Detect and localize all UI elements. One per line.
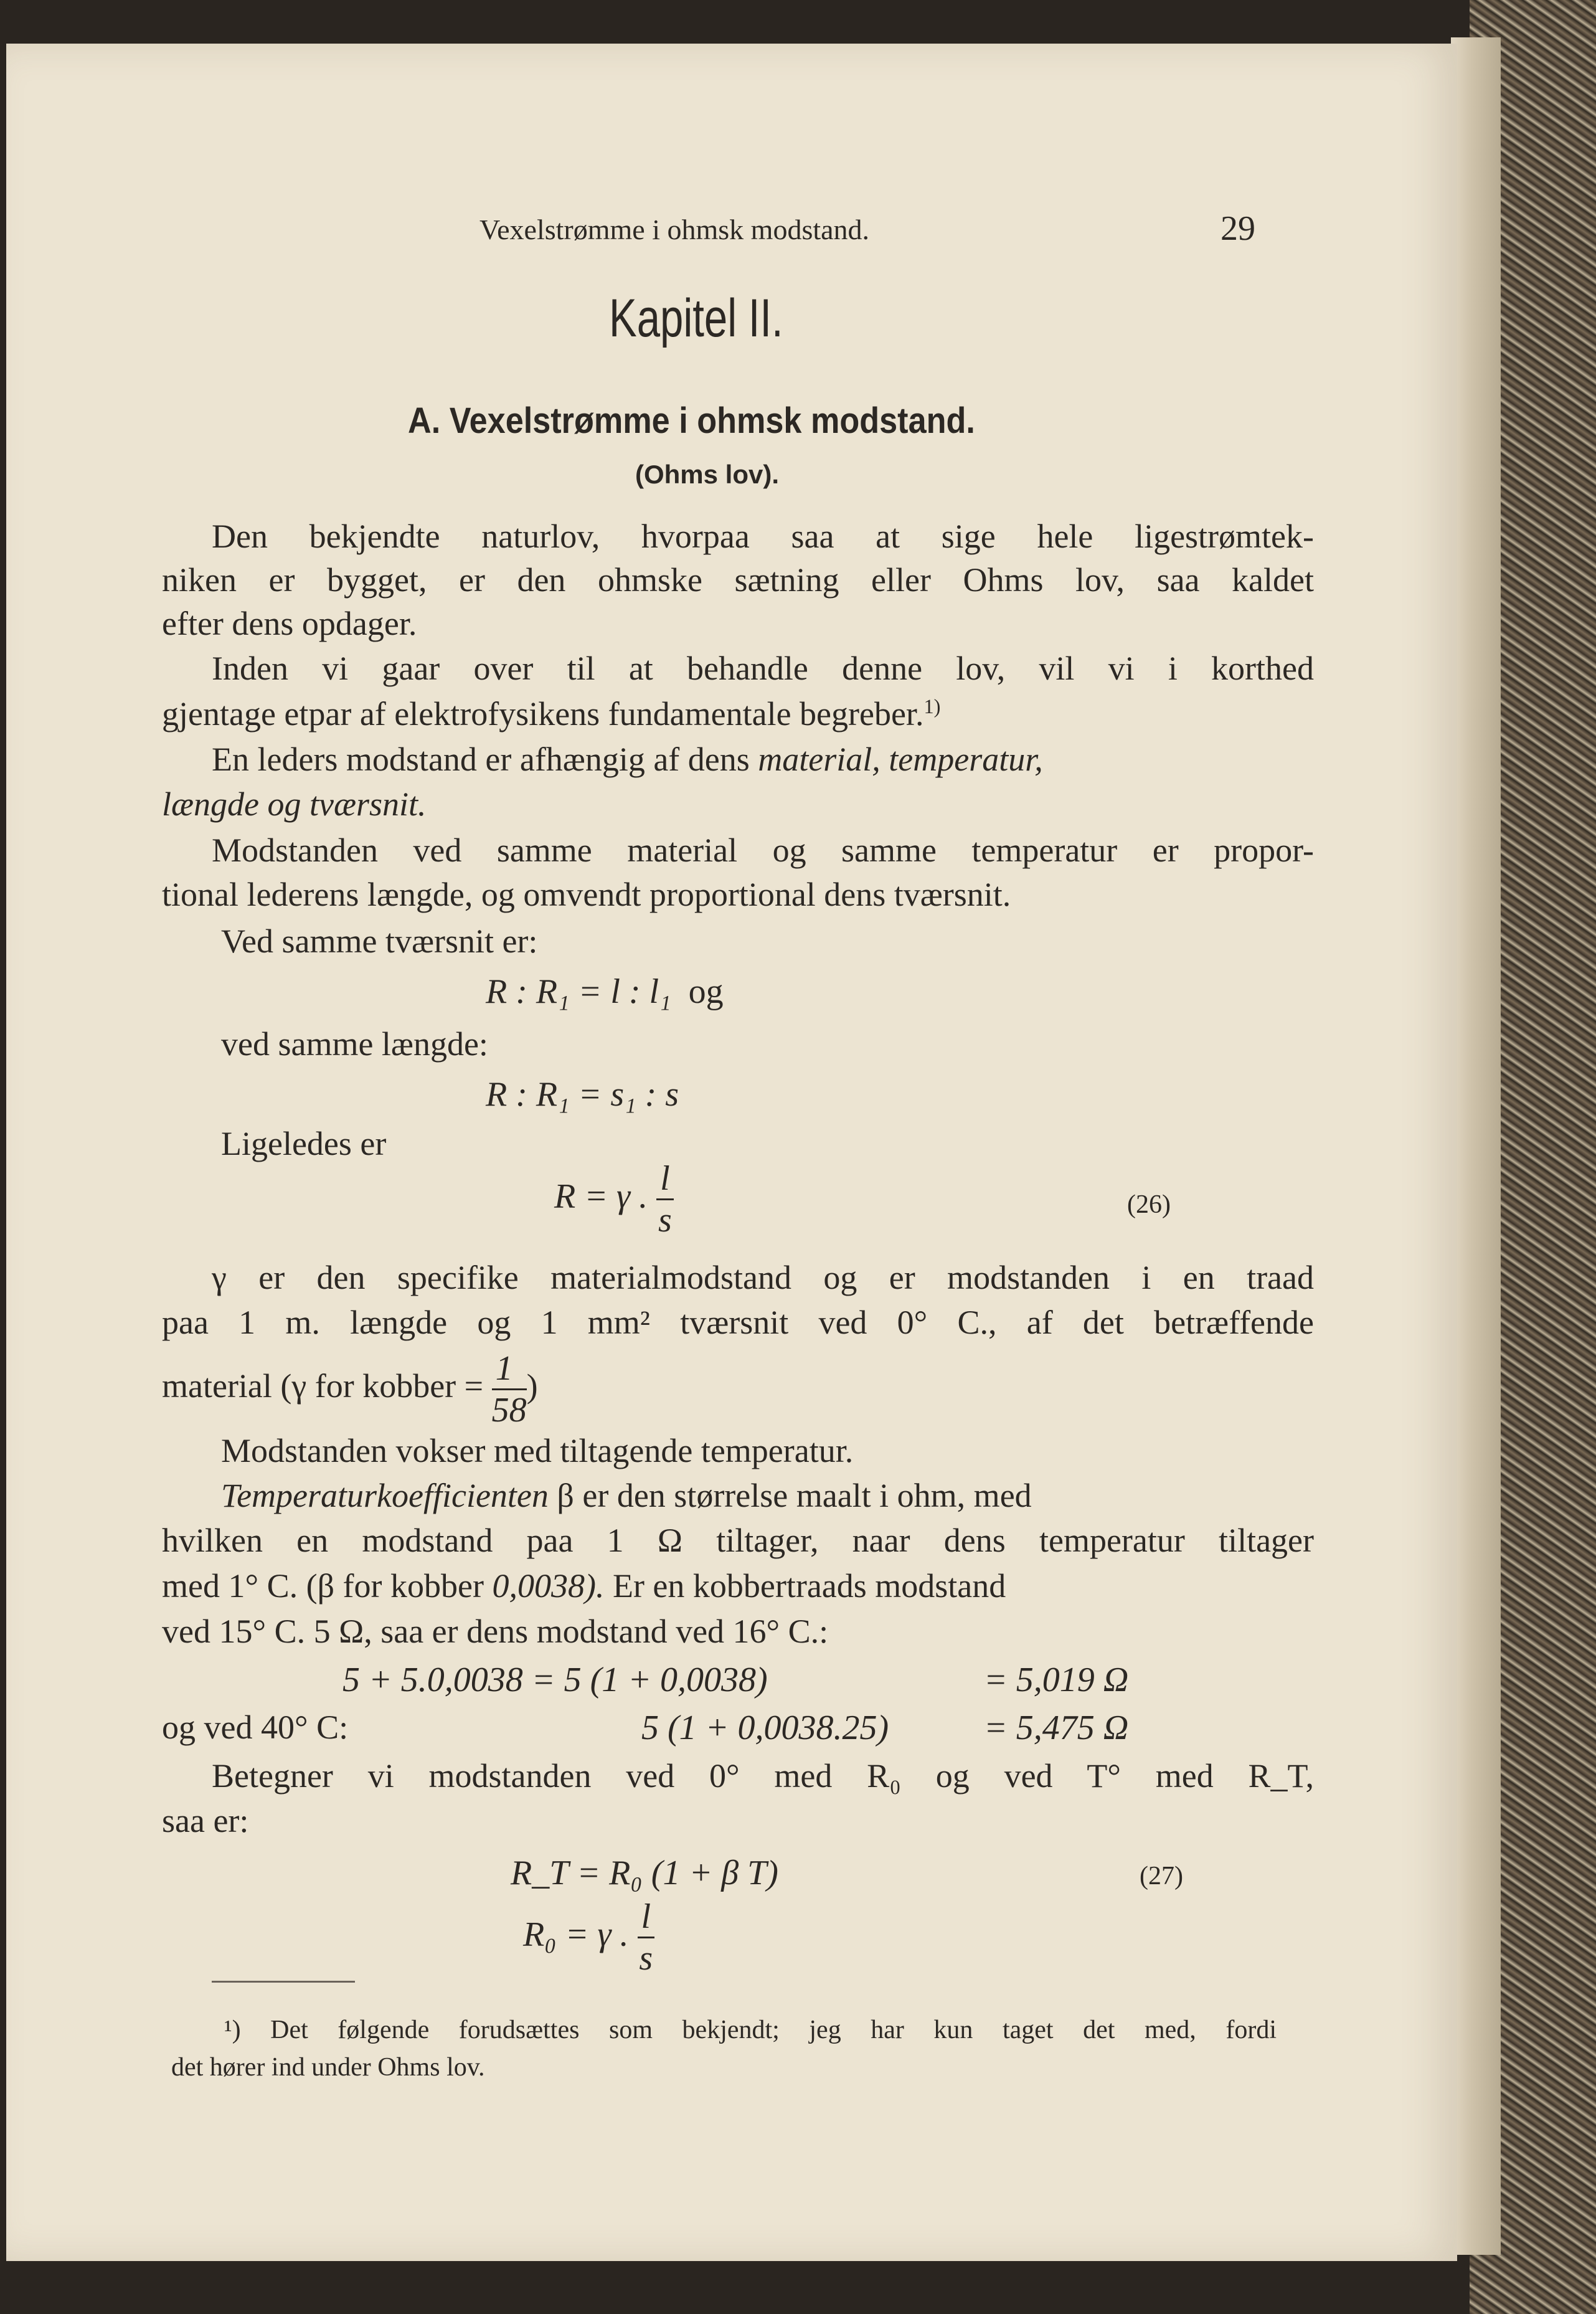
paragraph-line: Modstanden ved samme material og samme temperatur er propor-: [212, 832, 1314, 869]
page-number: 29: [1221, 209, 1255, 248]
paragraph-line: material (γ for kobber = $\frac{1}{58}$ ): [162, 1349, 538, 1430]
paragraph-line: med 1° C. (β for kobber 0,0038). Er en kobbertraads modstand: [162, 1567, 1006, 1605]
paragraph-line: paa 1 m. længde og 1 mm² tværsnit ved 0° C., af det betræffende: [162, 1304, 1314, 1341]
equation-number: (26): [1127, 1190, 1171, 1219]
calculation-result: = 5,019 Ω: [984, 1661, 1129, 1699]
footnote-line: ¹) Det følgende forudsættes som bekjendt; jeg har kun taget det med, fordi: [224, 2016, 1277, 2044]
paragraph-line: længde og tværsnit.: [162, 785, 427, 823]
footnote-rule: [212, 1981, 355, 1983]
calculation-label: og ved 40° C:: [162, 1709, 349, 1746]
paragraph-line: Temperaturkoefficienten β er den størrelse maalt i ohm, med: [221, 1477, 1032, 1514]
paragraph-line: hvilken en modstand paa 1 Ω tiltager, naar dens temperatur tiltager: [162, 1522, 1314, 1559]
page-edge: [1451, 37, 1501, 2255]
paragraph-line: saa er:: [162, 1802, 249, 1839]
paragraph-line: niken er bygget, er den ohmske sætning eller Ohms lov, saa kaldet: [162, 561, 1314, 599]
equation-r0: R₀ = γ . $\frac{l}{s}$: [523, 1897, 654, 1978]
paragraph-line: Modstanden vokser med tiltagende temperatur.: [221, 1432, 854, 1469]
footnote-line: det hører ind under Ohms lov.: [171, 2053, 485, 2082]
calculation-40-degrees: 5 (1 + 0,0038.25): [641, 1709, 889, 1747]
paragraph-line: efter dens opdager.: [162, 605, 417, 642]
equation-ratio-length: R : R₁ = l : l₁ og: [486, 972, 724, 1011]
paragraph-line: tional lederens længde, og omvendt proportional dens tværsnit.: [162, 876, 1011, 913]
paragraph-line: Ligeledes er: [221, 1125, 387, 1162]
paragraph-line: Inden vi gaar over til at behandle denne lov, vil vi i korthed: [212, 650, 1314, 687]
equation-number: (27): [1140, 1862, 1183, 1890]
paragraph-line: ved samme længde:: [221, 1025, 488, 1063]
paragraph-line: ved 15° C. 5 Ω, saa er dens modstand ved 16° C.:: [162, 1613, 829, 1650]
section-subtitle: (Ohms lov).: [635, 460, 780, 489]
paragraph-line: Den bekjendte naturlov, hvorpaa saa at sige hele ligestrømtek-: [212, 518, 1314, 555]
running-head: Vexelstrømme i ohmsk modstand.: [479, 214, 870, 245]
chapter-title: Kapitel II.: [609, 288, 783, 348]
paragraph-line: Ved samme tværsnit er:: [221, 922, 538, 960]
calculation-result: = 5,475 Ω: [984, 1709, 1129, 1747]
book-page: [6, 44, 1457, 2261]
footnote-ref: 1): [923, 696, 941, 718]
paragraph-line: Betegner vi modstanden ved 0° med R₀ og ved T° med R_T,: [212, 1757, 1314, 1795]
section-title: A. Vexelstrømme i ohmsk modstand.: [408, 401, 975, 441]
paragraph-line: En leders modstand er afhængig af dens material, temperatur,: [212, 741, 1043, 778]
equation-26: R = γ . $\frac{l}{s}$: [554, 1159, 674, 1240]
equation-27: R_T = R₀ (1 + β T): [511, 1854, 778, 1892]
equation-ratio-section: R : R₁ = s₁ : s: [486, 1075, 679, 1114]
calculation-16-degrees: 5 + 5.0,0038 = 5 (1 + 0,0038): [342, 1661, 768, 1699]
paragraph-line: γ er den specifike materialmodstand og er modstanden i en traad: [212, 1259, 1314, 1296]
paragraph-line: gjentage etpar af elektrofysikens fundamentale begreber.$^{1)}$: [162, 695, 941, 733]
